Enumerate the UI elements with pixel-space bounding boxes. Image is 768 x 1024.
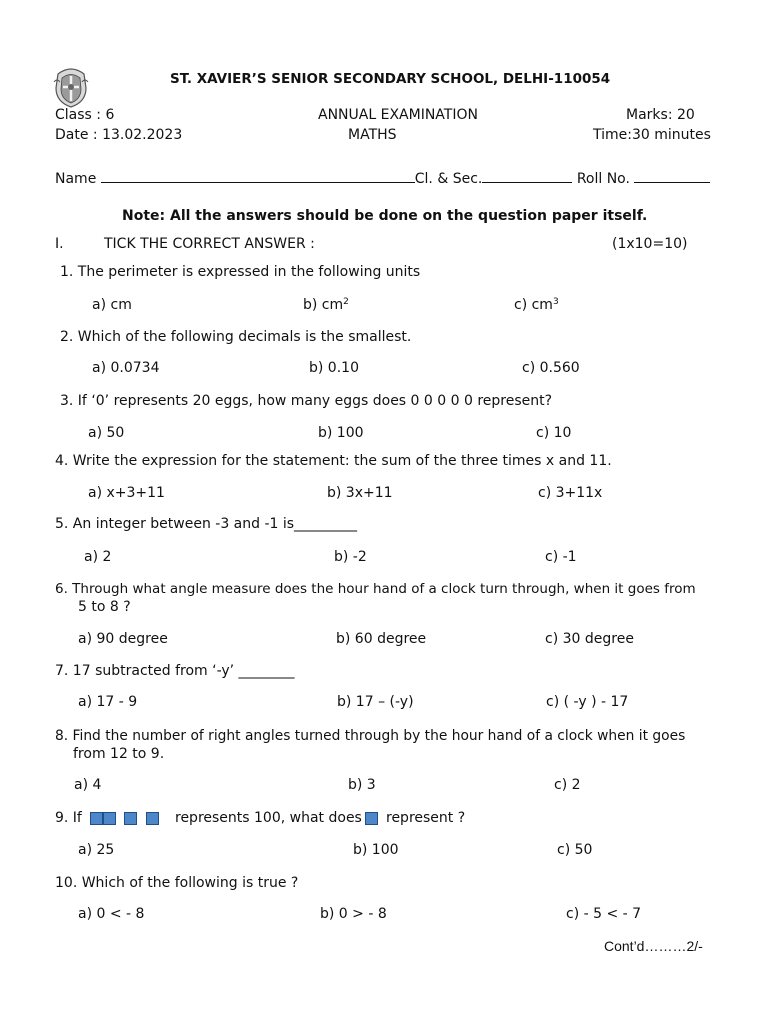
q8-option-b[interactable]: b) 3 xyxy=(348,777,376,793)
class-sec-label: Cl. & Sec. xyxy=(414,171,483,187)
section-numeral: I. xyxy=(55,236,64,252)
class-label: Class : 6 xyxy=(55,107,115,123)
section-title: TICK THE CORRECT ANSWER : xyxy=(104,236,315,252)
date-label: Date : 13.02.2023 xyxy=(55,127,183,143)
q9-option-b[interactable]: b) 100 xyxy=(353,842,399,858)
q10-option-b[interactable]: b) 0 > - 8 xyxy=(320,906,387,922)
roll-no-label: Roll No. xyxy=(576,171,630,187)
school-name: ST. XAVIER’S SENIOR SECONDARY SCHOOL, DELHI-110054 xyxy=(170,71,611,87)
four-squares-group xyxy=(90,812,159,828)
question-8-continued: from 12 to 9. xyxy=(73,746,165,762)
q8-option-c[interactable]: c) 2 xyxy=(554,777,581,793)
square-icon xyxy=(103,812,116,825)
section-marks: (1x10=10) xyxy=(612,236,688,252)
time-label: Time:30 minutes xyxy=(593,127,711,143)
question-7: 7. 17 subtracted from ‘-y’ ________ xyxy=(55,663,295,679)
question-6: 6. Through what angle measure does the hour hand of a clock turn through, when it goes from xyxy=(55,581,696,597)
roll-no-blank[interactable] xyxy=(634,170,710,183)
q8-option-a[interactable]: a) 4 xyxy=(74,777,102,793)
q6-option-c[interactable]: c) 30 degree xyxy=(545,631,634,647)
student-details-row xyxy=(55,170,710,188)
exam-title: ANNUAL EXAMINATION xyxy=(318,107,478,123)
q2-option-b[interactable]: b) 0.10 xyxy=(309,360,359,376)
q1-option-a[interactable]: a) cm xyxy=(92,297,132,313)
q3-option-b[interactable]: b) 100 xyxy=(318,425,364,441)
continued-note: Cont’d………2/- xyxy=(604,938,703,954)
name-blank[interactable] xyxy=(101,170,415,183)
class-sec-blank[interactable] xyxy=(482,170,572,183)
q1-option-c[interactable]: c) $cm^3$ xyxy=(514,297,559,313)
question-6-continued: 5 to 8 ? xyxy=(78,599,131,615)
q5-option-a[interactable]: a) 2 xyxy=(84,549,112,565)
question-9-suffix: represent ? xyxy=(386,810,466,826)
q7-option-a[interactable]: a) 17 - 9 xyxy=(78,694,138,710)
q7-option-c[interactable]: c) ( -y ) - 17 xyxy=(546,694,629,710)
question-8: 8. Find the number of right angles turned through by the hour hand of a clock when it goes xyxy=(55,728,686,744)
q4-option-a[interactable]: a) x+3+11 xyxy=(88,485,165,501)
q9-option-c[interactable]: c) 50 xyxy=(557,842,593,858)
subject-label: MATHS xyxy=(348,127,397,143)
q6-option-b[interactable]: b) 60 degree xyxy=(336,631,427,647)
q2-option-a[interactable]: a) 0.0734 xyxy=(92,360,160,376)
single-square-group xyxy=(365,812,378,828)
q5-option-c[interactable]: c) -1 xyxy=(545,549,577,565)
q4-option-b[interactable]: b) 3x+11 xyxy=(327,485,393,501)
q9-option-a[interactable]: a) 25 xyxy=(78,842,115,858)
q10-option-c[interactable]: c) - 5 < - 7 xyxy=(566,906,642,922)
square-icon xyxy=(124,812,137,825)
question-9-middle: represents 100, what does xyxy=(175,810,362,826)
question-3: 3. If ‘0’ represents 20 eggs, how many eggs does 0 0 0 0 0 represent? xyxy=(60,393,553,409)
question-10: 10. Which of the following is true ? xyxy=(55,875,299,891)
q3-option-a[interactable]: a) 50 xyxy=(88,425,125,441)
question-5: 5. An integer between -3 and -1 is_________ xyxy=(55,516,358,532)
note-text: Note: All the answers should be done on the question paper itself. xyxy=(122,208,648,224)
q5-option-b[interactable]: b) -2 xyxy=(334,549,367,565)
q10-option-a[interactable]: a) 0 < - 8 xyxy=(78,906,145,922)
question-9-prefix: 9. If xyxy=(55,810,82,826)
question-1: 1. The perimeter is expressed in the following units xyxy=(60,264,421,280)
marks-label: Marks: 20 xyxy=(626,107,695,123)
question-4: 4. Write the expression for the statement: the sum of the three times x and 11. xyxy=(55,453,612,469)
q3-option-c[interactable]: c) 10 xyxy=(536,425,572,441)
name-label: Name xyxy=(55,171,97,187)
q2-option-c[interactable]: c) 0.560 xyxy=(522,360,580,376)
square-icon xyxy=(90,812,103,825)
q4-option-c[interactable]: c) 3+11x xyxy=(538,485,603,501)
school-emblem-logo xyxy=(52,66,90,108)
q6-option-a[interactable]: a) 90 degree xyxy=(78,631,168,647)
q1-option-b[interactable]: b) $cm^2$ xyxy=(303,297,349,313)
square-icon xyxy=(365,812,378,825)
q7-option-b[interactable]: b) 17 – (-y) xyxy=(337,694,414,710)
question-2: 2. Which of the following decimals is the smallest. xyxy=(60,329,412,345)
square-icon xyxy=(146,812,159,825)
